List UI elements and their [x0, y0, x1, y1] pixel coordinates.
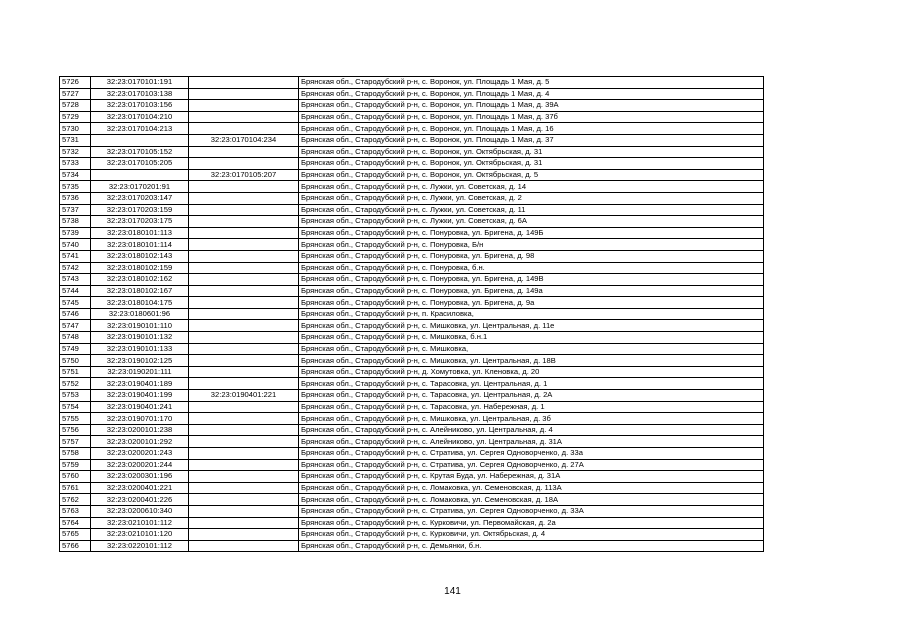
row-number-cell: 5756	[60, 424, 91, 436]
table-row	[60, 204, 764, 216]
linked-cadastral-number-cell	[189, 424, 299, 436]
row-number-cell: 5736	[60, 192, 91, 204]
linked-cadastral-number-cell: 32:23:0190401:221	[189, 390, 299, 402]
linked-cadastral-number-cell: 32:23:0170104:234	[189, 134, 299, 146]
row-number-cell: 5766	[60, 540, 91, 552]
address-cell: Брянская обл., Стародубский р-н, с. Понуровка, б.н.	[299, 262, 764, 274]
address-cell: Брянская обл., Стародубский р-н, с. Понуровка, ул. Бригена, д. 9а	[299, 297, 764, 309]
cadastral-number-cell: 32:23:0200401:226	[91, 494, 189, 506]
row-number-cell: 5761	[60, 482, 91, 494]
row-number-cell: 5762	[60, 494, 91, 506]
cadastral-number-cell: 32:23:0180102:167	[91, 285, 189, 297]
linked-cadastral-number-cell	[189, 100, 299, 112]
table-row	[60, 297, 764, 309]
cadastral-number-cell: 32:23:0180104:175	[91, 297, 189, 309]
page-number: 141	[444, 586, 461, 597]
cadastral-number-cell: 32:23:0170105:205	[91, 158, 189, 170]
cadastral-number-cell: 32:23:0170104:213	[91, 123, 189, 135]
table-row	[60, 494, 764, 506]
row-number-cell: 5726	[60, 77, 91, 89]
linked-cadastral-number-cell	[189, 227, 299, 239]
table-row	[60, 274, 764, 286]
table-row	[60, 540, 764, 552]
address-cell: Брянская обл., Стародубский р-н, с. Стратива, ул. Сергея Одноворченко, д. 27А	[299, 459, 764, 471]
address-cell: Брянская обл., Стародубский р-н, с. Мишковка, б.н.1	[299, 332, 764, 344]
row-number-cell: 5747	[60, 320, 91, 332]
cadastral-number-cell: 32:23:0190401:189	[91, 378, 189, 390]
table-row	[60, 448, 764, 460]
address-cell: Брянская обл., Стародубский р-н, с. Воронок, ул. Площадь 1 Мая, д. 37б	[299, 111, 764, 123]
address-cell: Брянская обл., Стародубский р-н, с. Лужки, ул. Советская, д. 6А	[299, 216, 764, 228]
linked-cadastral-number-cell	[189, 378, 299, 390]
cadastral-number-cell: 32:23:0190401:199	[91, 390, 189, 402]
linked-cadastral-number-cell	[189, 250, 299, 262]
row-number-cell: 5759	[60, 459, 91, 471]
address-cell: Брянская обл., Стародубский р-н, с. Стратива, ул. Сергея Одноворченко, д. 33а	[299, 448, 764, 460]
table-row	[60, 239, 764, 251]
linked-cadastral-number-cell	[189, 413, 299, 425]
address-cell: Брянская обл., Стародубский р-н, с. Воронок, ул. Октябрьская, д. 31	[299, 158, 764, 170]
table-row	[60, 227, 764, 239]
address-cell: Брянская обл., Стародубский р-н, с. Воронок, ул. Площадь 1 Мая, д. 4	[299, 88, 764, 100]
table-row	[60, 482, 764, 494]
cadastral-number-cell: 32:23:0170203:159	[91, 204, 189, 216]
linked-cadastral-number-cell	[189, 448, 299, 460]
row-number-cell: 5748	[60, 332, 91, 344]
table-row	[60, 181, 764, 193]
row-number-cell: 5741	[60, 250, 91, 262]
cadastral-number-cell: 32:23:0180601:96	[91, 308, 189, 320]
row-number-cell: 5729	[60, 111, 91, 123]
table-row	[60, 134, 764, 146]
table-row	[60, 505, 764, 517]
row-number-cell: 5737	[60, 204, 91, 216]
table-row	[60, 169, 764, 181]
table-row	[60, 77, 764, 89]
cadastral-number-cell: 32:23:0200401:221	[91, 482, 189, 494]
linked-cadastral-number-cell	[189, 517, 299, 529]
cadastral-number-cell	[91, 134, 189, 146]
address-cell: Брянская обл., Стародубский р-н, с. Крутая Буда, ул. Набережная, д. 31А	[299, 471, 764, 483]
table-row	[60, 529, 764, 541]
linked-cadastral-number-cell	[189, 181, 299, 193]
cadastral-number-cell: 32:23:0200201:244	[91, 459, 189, 471]
address-cell: Брянская обл., Стародубский р-н, с. Мишковка, ул. Центральная, д. 3б	[299, 413, 764, 425]
address-cell: Брянская обл., Стародубский р-н, с. Понуровка, Б/н	[299, 239, 764, 251]
address-cell: Брянская обл., Стародубский р-н, с. Тарасовка, ул. Набережная, д. 1	[299, 401, 764, 413]
cadastral-number-cell: 32:23:0210101:120	[91, 529, 189, 541]
linked-cadastral-number-cell	[189, 505, 299, 517]
cadastral-number-cell: 32:23:0170105:152	[91, 146, 189, 158]
row-number-cell: 5755	[60, 413, 91, 425]
row-number-cell: 5732	[60, 146, 91, 158]
cadastral-number-cell: 32:23:0180102:159	[91, 262, 189, 274]
linked-cadastral-number-cell	[189, 401, 299, 413]
cadastral-number-cell: 32:23:0180102:162	[91, 274, 189, 286]
row-number-cell: 5760	[60, 471, 91, 483]
address-cell: Брянская обл., Стародубский р-н, с. Воронок, ул. Площадь 1 Мая, д. 5	[299, 77, 764, 89]
address-cell: Брянская обл., Стародубский р-н, с. Воронок, ул. Площадь 1 Мая, д. 16	[299, 123, 764, 135]
linked-cadastral-number-cell	[189, 540, 299, 552]
linked-cadastral-number-cell	[189, 471, 299, 483]
cadastral-number-cell: 32:23:0200101:292	[91, 436, 189, 448]
address-cell: Брянская обл., Стародубский р-н, с. Понуровка, ул. Бригена, д. 98	[299, 250, 764, 262]
linked-cadastral-number-cell	[189, 320, 299, 332]
cadastral-number-cell: 32:23:0190101:110	[91, 320, 189, 332]
row-number-cell: 5739	[60, 227, 91, 239]
address-cell: Брянская обл., Стародубский р-н, с. Воронок, ул. Площадь 1 Мая, д. 37	[299, 134, 764, 146]
cadastral-number-cell: 32:23:0210101:112	[91, 517, 189, 529]
table-row	[60, 192, 764, 204]
linked-cadastral-number-cell	[189, 274, 299, 286]
row-number-cell: 5742	[60, 262, 91, 274]
cadastral-number-cell: 32:23:0200101:238	[91, 424, 189, 436]
row-number-cell: 5735	[60, 181, 91, 193]
registry-table-body	[60, 77, 764, 552]
address-cell: Брянская обл., Стародубский р-н, с. Воронок, ул. Октябрьская, д. 5	[299, 169, 764, 181]
address-cell: Брянская обл., Стародубский р-н, с. Воронок, ул. Октябрьская, д. 31	[299, 146, 764, 158]
linked-cadastral-number-cell	[189, 482, 299, 494]
linked-cadastral-number-cell	[189, 355, 299, 367]
address-cell: Брянская обл., Стародубский р-н, с. Стратива, ул. Сергея Одноворченко, д. 33А	[299, 505, 764, 517]
address-cell: Брянская обл., Стародубский р-н, с. Курковичи, ул. Октябрьская, д. 4	[299, 529, 764, 541]
address-cell: Брянская обл., Стародубский р-н, с. Ломаковка, ул. Семеновская, д. 113А	[299, 482, 764, 494]
address-cell: Брянская обл., Стародубский р-н, с. Тарасовка, ул. Центральная, д. 1	[299, 378, 764, 390]
row-number-cell: 5751	[60, 366, 91, 378]
linked-cadastral-number-cell	[189, 239, 299, 251]
table-row	[60, 88, 764, 100]
address-cell: Брянская обл., Стародубский р-н, с. Мишковка,	[299, 343, 764, 355]
row-number-cell: 5757	[60, 436, 91, 448]
address-cell: Брянская обл., Стародубский р-н, с. Лужки, ул. Советская, д. 2	[299, 192, 764, 204]
linked-cadastral-number-cell	[189, 158, 299, 170]
linked-cadastral-number-cell	[189, 204, 299, 216]
cadastral-number-cell: 32:23:0190701:170	[91, 413, 189, 425]
cadastral-number-cell: 32:23:0190201:111	[91, 366, 189, 378]
table-row	[60, 250, 764, 262]
row-number-cell: 5758	[60, 448, 91, 460]
cadastral-number-cell: 32:23:0180101:114	[91, 239, 189, 251]
table-row	[60, 262, 764, 274]
row-number-cell: 5750	[60, 355, 91, 367]
row-number-cell: 5738	[60, 216, 91, 228]
address-cell: Брянская обл., Стародубский р-н, с. Алейниково, ул. Центральная, д. 4	[299, 424, 764, 436]
table-row	[60, 413, 764, 425]
linked-cadastral-number-cell	[189, 262, 299, 274]
address-cell: Брянская обл., Стародубский р-н, с. Алейниково, ул. Центральная, д. 31А	[299, 436, 764, 448]
row-number-cell: 5765	[60, 529, 91, 541]
address-cell: Брянская обл., Стародубский р-н, с. Тарасовка, ул. Центральная, д. 2А	[299, 390, 764, 402]
table-row	[60, 285, 764, 297]
row-number-cell: 5744	[60, 285, 91, 297]
linked-cadastral-number-cell	[189, 343, 299, 355]
linked-cadastral-number-cell	[189, 297, 299, 309]
table-row	[60, 459, 764, 471]
row-number-cell: 5745	[60, 297, 91, 309]
address-cell: Брянская обл., Стародубский р-н, с. Демьянки, б.н.	[299, 540, 764, 552]
cadastral-number-cell: 32:23:0200201:243	[91, 448, 189, 460]
row-number-cell: 5752	[60, 378, 91, 390]
registry-table	[59, 76, 764, 552]
address-cell: Брянская обл., Стародубский р-н, с. Понуровка, ул. Бригена, д. 149В	[299, 274, 764, 286]
cadastral-number-cell: 32:23:0200301:196	[91, 471, 189, 483]
table-row	[60, 320, 764, 332]
row-number-cell: 5749	[60, 343, 91, 355]
cadastral-number-cell: 32:23:0170103:156	[91, 100, 189, 112]
row-number-cell: 5746	[60, 308, 91, 320]
cadastral-number-cell: 32:23:0190101:133	[91, 343, 189, 355]
row-number-cell: 5728	[60, 100, 91, 112]
linked-cadastral-number-cell	[189, 123, 299, 135]
linked-cadastral-number-cell	[189, 146, 299, 158]
cadastral-number-cell: 32:23:0170203:175	[91, 216, 189, 228]
address-cell: Брянская обл., Стародубский р-н, д. Хомутовка, ул. Кленовка, д. 20	[299, 366, 764, 378]
table-row	[60, 123, 764, 135]
cadastral-number-cell: 32:23:0180101:113	[91, 227, 189, 239]
cadastral-number-cell	[91, 169, 189, 181]
row-number-cell: 5753	[60, 390, 91, 402]
table-row	[60, 111, 764, 123]
cadastral-number-cell: 32:23:0190401:241	[91, 401, 189, 413]
address-cell: Брянская обл., Стародубский р-н, с. Понуровка, ул. Бригена, д. 149а	[299, 285, 764, 297]
table-row	[60, 366, 764, 378]
address-cell: Брянская обл., Стародубский р-н, с. Воронок, ул. Площадь 1 Мая, д. 39А	[299, 100, 764, 112]
table-row	[60, 216, 764, 228]
table-row	[60, 436, 764, 448]
linked-cadastral-number-cell	[189, 77, 299, 89]
cadastral-number-cell: 32:23:0190101:132	[91, 332, 189, 344]
address-cell: Брянская обл., Стародубский р-н, с. Лужки, ул. Советская, д. 14	[299, 181, 764, 193]
linked-cadastral-number-cell	[189, 459, 299, 471]
table-row	[60, 378, 764, 390]
linked-cadastral-number-cell	[189, 111, 299, 123]
row-number-cell: 5730	[60, 123, 91, 135]
row-number-cell: 5727	[60, 88, 91, 100]
table-row	[60, 471, 764, 483]
row-number-cell: 5731	[60, 134, 91, 146]
linked-cadastral-number-cell	[189, 216, 299, 228]
address-cell: Брянская обл., Стародубский р-н, п. Красиловка,	[299, 308, 764, 320]
linked-cadastral-number-cell	[189, 332, 299, 344]
cadastral-number-cell: 32:23:0180102:143	[91, 250, 189, 262]
table-row	[60, 424, 764, 436]
address-cell: Брянская обл., Стародубский р-н, с. Курковичи, ул. Первомайская, д. 2а	[299, 517, 764, 529]
address-cell: Брянская обл., Стародубский р-н, с. Ломаковка, ул. Семеновская, д. 18А	[299, 494, 764, 506]
table-row	[60, 343, 764, 355]
cadastral-number-cell: 32:23:0170104:210	[91, 111, 189, 123]
table-row	[60, 355, 764, 367]
address-cell: Брянская обл., Стародубский р-н, с. Понуровка, ул. Бригена, д. 149Б	[299, 227, 764, 239]
cadastral-number-cell: 32:23:0200610:340	[91, 505, 189, 517]
linked-cadastral-number-cell	[189, 494, 299, 506]
linked-cadastral-number-cell: 32:23:0170105:207	[189, 169, 299, 181]
linked-cadastral-number-cell	[189, 285, 299, 297]
row-number-cell: 5764	[60, 517, 91, 529]
cadastral-number-cell: 32:23:0170201:91	[91, 181, 189, 193]
cadastral-number-cell: 32:23:0170103:138	[91, 88, 189, 100]
linked-cadastral-number-cell	[189, 88, 299, 100]
table-row	[60, 332, 764, 344]
linked-cadastral-number-cell	[189, 366, 299, 378]
linked-cadastral-number-cell	[189, 436, 299, 448]
address-cell: Брянская обл., Стародубский р-н, с. Лужки, ул. Советская, д. 11	[299, 204, 764, 216]
table-row	[60, 158, 764, 170]
row-number-cell: 5734	[60, 169, 91, 181]
cadastral-number-cell: 32:23:0170101:191	[91, 77, 189, 89]
cadastral-number-cell: 32:23:0220101:112	[91, 540, 189, 552]
address-cell: Брянская обл., Стародубский р-н, с. Мишковка, ул. Центральная, д. 18В	[299, 355, 764, 367]
table-row	[60, 401, 764, 413]
table-row	[60, 517, 764, 529]
row-number-cell: 5743	[60, 274, 91, 286]
row-number-cell: 5763	[60, 505, 91, 517]
row-number-cell: 5754	[60, 401, 91, 413]
table-row	[60, 390, 764, 402]
linked-cadastral-number-cell	[189, 308, 299, 320]
linked-cadastral-number-cell	[189, 192, 299, 204]
row-number-cell: 5733	[60, 158, 91, 170]
linked-cadastral-number-cell	[189, 529, 299, 541]
row-number-cell: 5740	[60, 239, 91, 251]
cadastral-number-cell: 32:23:0190102:125	[91, 355, 189, 367]
table-row	[60, 308, 764, 320]
cadastral-number-cell: 32:23:0170203:147	[91, 192, 189, 204]
table-row	[60, 100, 764, 112]
table-row	[60, 146, 764, 158]
address-cell: Брянская обл., Стародубский р-н, с. Мишковка, ул. Центральная, д. 11е	[299, 320, 764, 332]
